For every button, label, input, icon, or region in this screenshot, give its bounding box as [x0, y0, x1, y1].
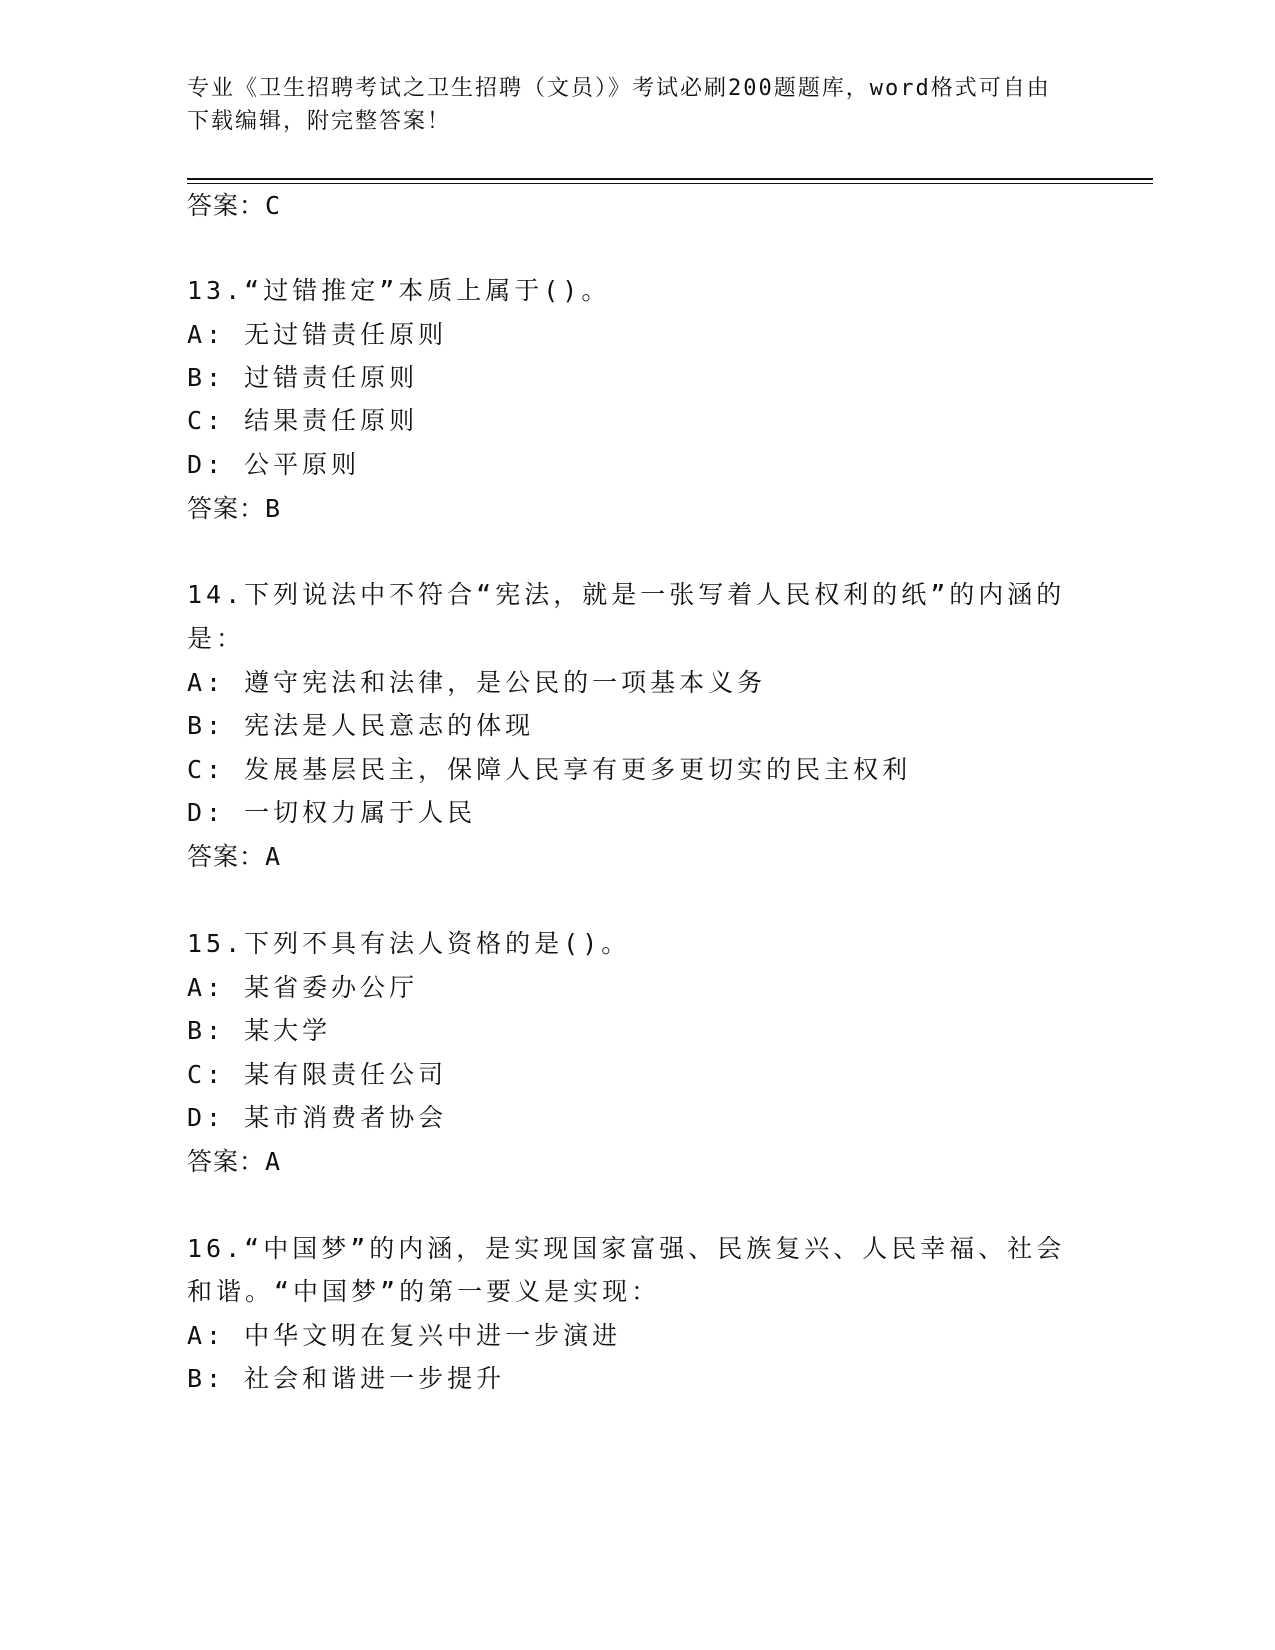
question-15-option-b: B: 某大学 [187, 1016, 332, 1045]
header-rule-thick [187, 178, 1153, 180]
answer-line-12 [187, 191, 281, 221]
question-16-stem-cont: 和谐。“中国梦”的第一要义是实现： [187, 1277, 661, 1306]
question-14-stem-cont: 是： [187, 624, 246, 653]
question-15-option-c: C: 某有限责任公司 [187, 1060, 448, 1089]
question-15-option-a: A: 某省委办公厅 [187, 973, 419, 1002]
answer-label: 答案： [187, 1147, 266, 1176]
question-14-option-d: D: 一切权力属于人民 [187, 798, 477, 827]
question-14-option-b: B: 宪法是人民意志的体现 [187, 711, 535, 740]
question-14-option-a: A: 遵守宪法和法律，是公民的一项基本义务 [187, 668, 767, 697]
question-13-option-a: A: 无过错责任原则 [187, 320, 448, 349]
answer-line-15 [187, 1147, 281, 1177]
question-15-stem: 15.下列不具有法人资格的是()。 [187, 929, 631, 958]
question-16-option-a: A: 中华文明在复兴中进一步演进 [187, 1321, 622, 1350]
question-15-option-d: D: 某市消费者协会 [187, 1103, 448, 1132]
document-header: 专业《卫生招聘考试之卫生招聘（文员）》考试必刷200题题库，word格式可自由下载编辑，附完整答案！ [187, 76, 1051, 134]
question-13-option-c: C: 结果责任原则 [187, 406, 419, 435]
question-13-stem: 13.“过错推定”本质上属于()。 [187, 276, 611, 305]
question-13-option-d: D: 公平原则 [187, 450, 361, 479]
answer-label: 答案： [187, 842, 266, 871]
question-16-stem: 16.“中国梦”的内涵，是实现国家富强、民族复兴、人民幸福、社会 [187, 1234, 1066, 1263]
question-13-option-b: B: 过错责任原则 [187, 363, 419, 392]
answer-line-14 [187, 842, 281, 872]
question-16-option-b: B: 社会和谐进一步提升 [187, 1364, 506, 1393]
answer-label: 答案： [187, 191, 266, 220]
answer-value: C [265, 191, 282, 220]
question-14-option-c: C: 发展基层民主，保障人民享有更多更切实的民主权利 [187, 755, 912, 784]
header-rule-thin [187, 183, 1153, 184]
answer-line-13 [187, 494, 281, 524]
answer-value: B [265, 494, 282, 523]
answer-value: A [265, 842, 282, 871]
answer-label: 答案： [187, 494, 266, 523]
answer-value: A [265, 1147, 282, 1176]
question-14-stem: 14.下列说法中不符合“宪法，就是一张写着人民权利的纸”的内涵的 [187, 580, 1066, 609]
